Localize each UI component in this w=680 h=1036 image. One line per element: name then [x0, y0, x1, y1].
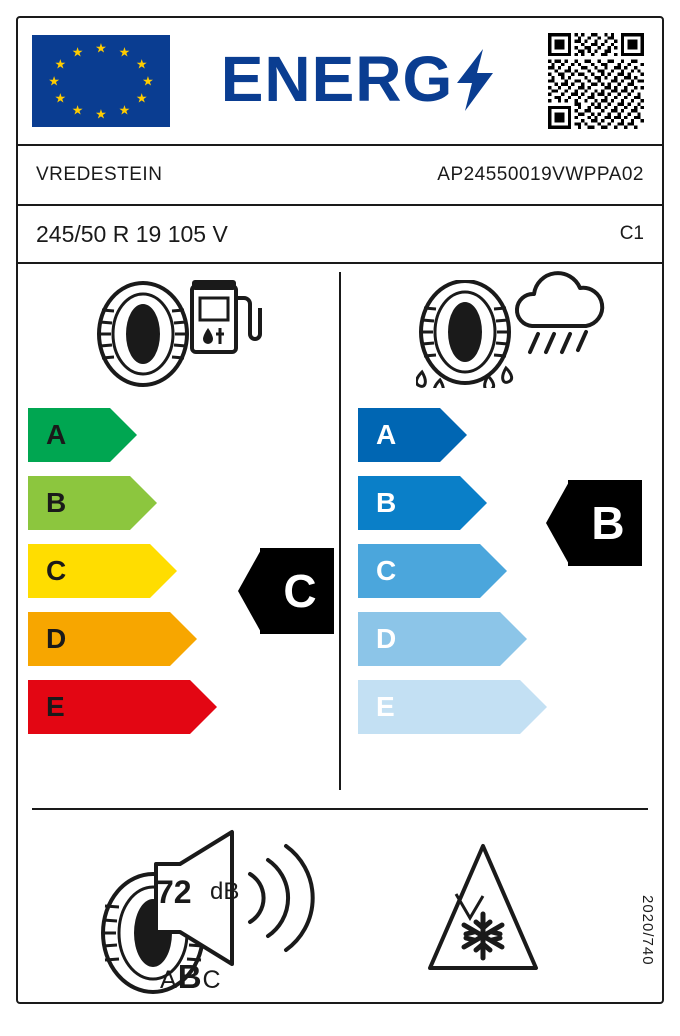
bar-tip: [170, 612, 197, 666]
grade-letter: A: [376, 419, 397, 450]
fuel-bar-a: [28, 408, 110, 462]
tyre-class: C1: [619, 223, 644, 244]
bar-tip: [520, 680, 547, 734]
fuel-efficiency-column: [18, 264, 340, 808]
tyre-icon: [94, 280, 192, 388]
qr-code: [548, 33, 644, 129]
wet-bar-b: [358, 476, 460, 530]
brand-row: [18, 146, 662, 204]
fuel-bar-d: [28, 612, 170, 666]
grade-letter: A: [46, 419, 67, 450]
wet-bar-c: [358, 544, 480, 598]
bar-tip: [150, 544, 177, 598]
grade-letter: E: [376, 691, 395, 722]
bar-tip: [500, 612, 527, 666]
noise-group: [98, 828, 398, 998]
grade-row-e: [18, 676, 340, 744]
energy-text: ENERG: [220, 43, 454, 115]
noise-class-c: C: [202, 966, 222, 994]
grade-row-e: [340, 676, 662, 744]
noise-class-a: A: [160, 966, 178, 994]
bar-tip: [110, 408, 137, 462]
label-header: [18, 18, 662, 144]
regulation-reference: 2020/740: [639, 895, 656, 966]
noise-class-b: B: [177, 958, 203, 995]
wet-bar-d: [358, 612, 500, 666]
three-peak-mountain-snowflake-icon: [408, 838, 558, 988]
tyre-energy-label: [16, 16, 664, 1004]
fuel-bar-c: [28, 544, 150, 598]
grade-letter: D: [46, 623, 67, 654]
tyre-splash-icon: [416, 280, 514, 388]
grade-letter: D: [376, 623, 397, 654]
bar-tip: [130, 476, 157, 530]
wet-rating-value: B: [591, 497, 625, 549]
wet-grip-column: [340, 264, 662, 808]
manufacturer-name: VREDESTEIN: [36, 164, 163, 185]
wet-rating-marker: [546, 480, 642, 566]
grade-row-a: [18, 404, 340, 472]
fuel-rating-value: C: [283, 565, 317, 617]
wet-bar-e: [358, 680, 520, 734]
wet-grade-scale: [340, 404, 662, 744]
grade-row-a: [340, 404, 662, 472]
fuel-rating-marker: [238, 548, 334, 634]
bar-tip: [190, 680, 217, 734]
grade-letter: C: [376, 555, 397, 586]
tyre-size-designation: 245/50 R 19 105 V: [36, 220, 228, 247]
size-row: [18, 206, 662, 262]
grade-letter: E: [46, 691, 65, 722]
fuel-bar-b: [28, 476, 130, 530]
bar-tip: [480, 544, 507, 598]
noise-snow-section: [18, 810, 662, 1000]
grade-letter: B: [46, 487, 67, 518]
european-union-flag: ★ ★ ★ ★ ★ ★ ★ ★ ★ ★ ★ ★: [32, 35, 170, 127]
grade-letter: B: [376, 487, 397, 518]
type-identifier: AP24550019VWPPA02: [437, 164, 644, 185]
fuel-bar-e: [28, 680, 190, 734]
grade-letter: C: [46, 555, 67, 586]
bar-tip: [460, 476, 487, 530]
wet-bar-a: [358, 408, 440, 462]
wet-pictograms: [340, 264, 662, 404]
grade-row-b: [18, 472, 340, 540]
grade-row-d: [340, 608, 662, 676]
marker-arrow: [238, 548, 262, 634]
lightning-bolt-icon: [453, 49, 497, 111]
fuel-pump-icon: [186, 272, 262, 362]
noise-value: 72: [156, 874, 192, 910]
noise-unit: dB: [210, 878, 240, 905]
bar-tip: [440, 408, 467, 462]
ratings-section: [18, 264, 662, 808]
energy-wordmark: [170, 42, 548, 116]
rain-cloud-icon: [506, 270, 612, 366]
fuel-pictograms: [18, 264, 340, 404]
marker-arrow: [546, 480, 570, 566]
